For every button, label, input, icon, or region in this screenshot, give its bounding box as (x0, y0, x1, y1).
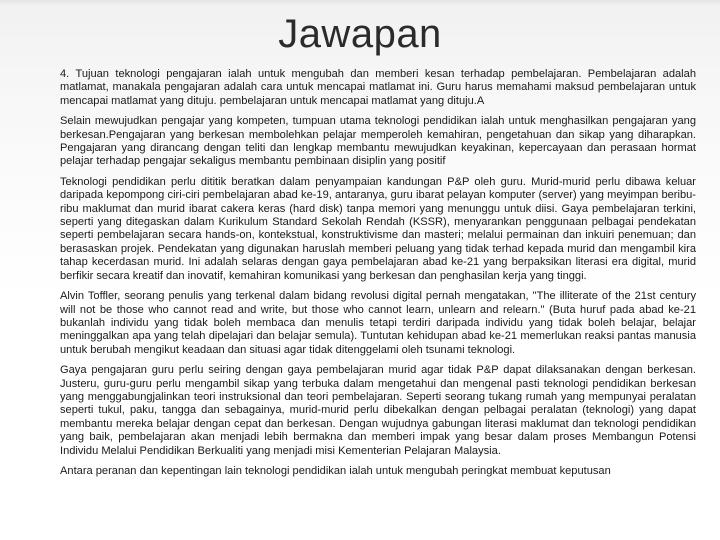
paragraph-1: 4. Tujuan teknologi pengajaran ialah untuk mengubah dan memberi kesan terhadap pembelajaran. Pembelajaran adalah matlamat, manakala pengajaran adalah cara untuk mencapai matlamat ini. Guru harus memahami maksud pembelajaran untuk mencapai matlamat yang dituju. pembelajaran untuk mencapai matlamat yang dituju.A (60, 68, 696, 107)
paragraph-4: Alvin Toffler, seorang penulis yang terkenal dalam bidang revolusi digital pernah mengatakan, "The illiterate of the 21st century will not be those who cannot read and write, but those who cannot learn, unlearn and relearn." (Buta huruf pada abad ke-21 bukanlah individu yang tidak boleh membaca dan menulis tetapi terdiri daripada individu yang tidak boleh belajar, belajar meninggalkan apa yang telah dipelajari dan belajar semula). Tuntutan kehidupan abad ke-21 memerlukan reaksi pantas manusia untuk berubah mengikut keadaan dan situasi agar tidak ditenggelami oleh tsunami teknologi. (60, 290, 696, 356)
top-border-decoration (0, 0, 720, 6)
slide-title: Jawapan (278, 12, 442, 56)
paragraph-6: Antara peranan dan kepentingan lain teknologi pendidikan ialah untuk mengubah peringkat membuat keputusan (60, 464, 611, 477)
paragraph-3: Teknologi pendidikan perlu dititik beratkan dalam penyampaian kandungan P&P oleh guru. Murid-murid perlu dibawa keluar daripada kepompong ciri-ciri pembelajaran abad ke-19, antaranya, guru ibarat pelayan komputer (server) yang meyimpan beribu-ribu maklumat dan murid ibarat cakera keras (hard disk) tanpa memori yang menunggu untuk diisi. Gaya pembelajaran terkini, seperti yang ditegaskan dalam Kurikulum Standard Sekolah Rendah (KSSR), menyarankan penggunaan pelbagai pendekatan seperti pembelajaran secara hands-on, kontekstual, konstruktivisme dan masteri; melalui permainan dan inkuiri penemuan; dan berasaskan projek. Pendekatan yang digunakan haruslah memberi peluang yang tidak terhad kepada murid dan mengambil kira tahap kecerdasan murid. Ini adalah selaras dengan gaya pembelajaran abad ke-21 yang berpaksikan literasi era digital, murid berfikir secara kreatif dan inovatif, kemahiran komunikasi yang berkesan dan penghasilan kerja yang tinggi. (60, 175, 696, 282)
slide-body (60, 68, 696, 485)
paragraph-2: Selain mewujudkan pengajar yang kompeten, tumpuan utama teknologi pendidikan ialah untuk menghasilkan pengajaran yang berkesan.Pengajaran yang berkesan membolehkan pelajar memperoleh kemahiran, pengetahuan dan sikap yang diharapkan. Pengajaran yang dirancang dengan teliti dan lengkap membantu mewujudkan keyakinan, kepercayaan dan perasaan hormat pelajar terhadap pengajar sekaligus membantu pembinaan disiplin yang positif (60, 115, 696, 168)
paragraph-5: Gaya pengajaran guru perlu seiring dengan gaya pembelajaran murid agar tidak P&P dapat dilaksanakan dengan berkesan. Justeru, guru-guru perlu mengambil sikap yang terbuka dalam mengetahui dan mengenal pasti teknologi pendidikan berkesan yang menggabungjalinkan teori instruksional dan teori pembelajaran. Seperti seorang tukang rumah yang mempunyai peralatan seperti tukul, paku, tangga dan sebagainya, murid-murid perlu dibekalkan dengan pelbagai peralatan (teknologi) yang dapat membantu mereka belajar dengan cepat dan berkesan. Dengan wujudnya gabungan literasi maklumat dan teknologi pendidikan yang baik, pembelajaran akan menjadi lebih bermakna dan memberi impak yang besar dalam proses Membangun Potensi Individu Melalui Pendidikan Berkualiti yang menjadi misi Kementerian Pelajaran Malaysia. (60, 364, 696, 457)
